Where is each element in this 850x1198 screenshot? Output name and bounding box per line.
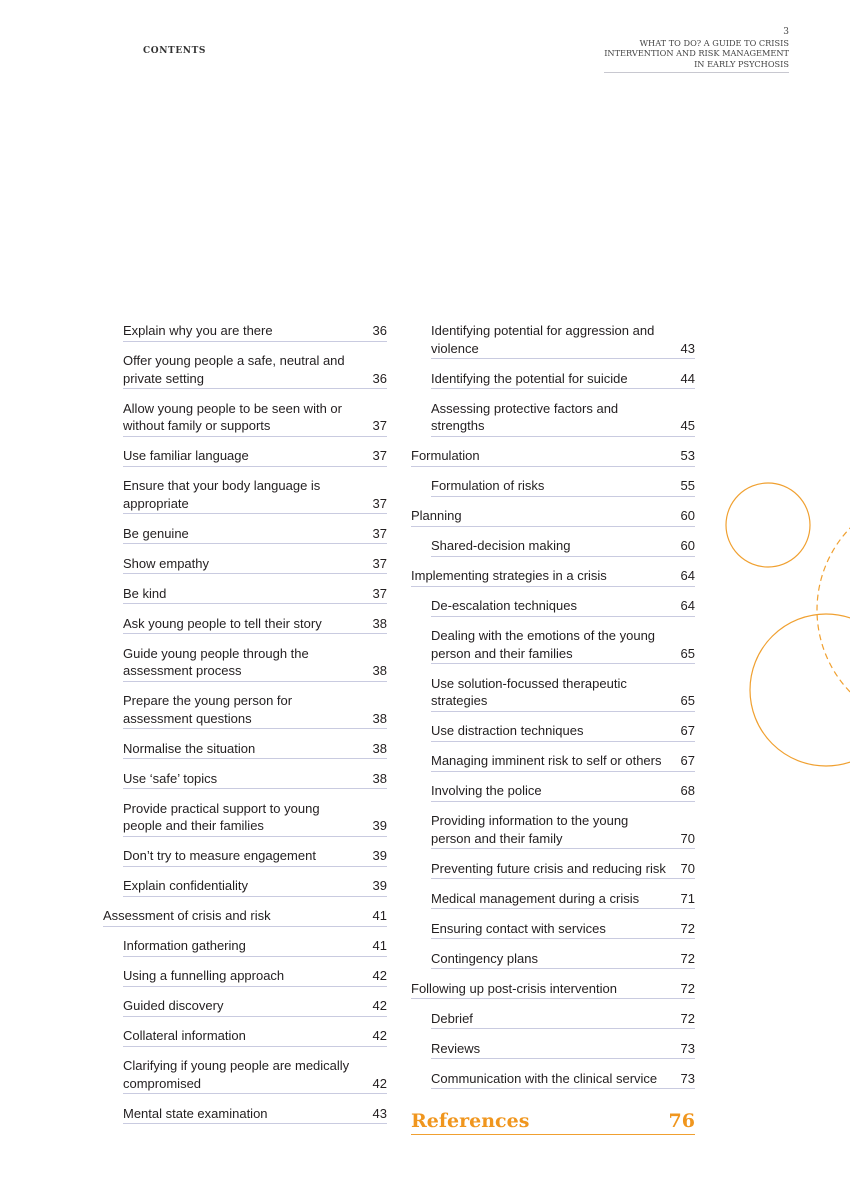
toc-entry[interactable] (431, 593, 695, 617)
toc-entry[interactable] (123, 766, 387, 790)
toc-entry-title: Shared-decision making (431, 538, 571, 553)
toc-entry-title: Formulation of risks (431, 478, 545, 493)
toc-entry-page: 45 (680, 418, 695, 433)
toc-entry-title: Formulation (411, 448, 480, 463)
toc-entry-page: 44 (680, 370, 695, 386)
toc-entry[interactable] (431, 473, 695, 497)
toc-entry[interactable] (123, 348, 387, 389)
toc-entry-title: Clarifying if young people are medically compromised (123, 1058, 350, 1091)
toc-entry-page: 37 (372, 555, 387, 571)
toc-entry-title: Use ‘safe’ topics (123, 770, 218, 786)
toc-entry-page: 55 (680, 478, 695, 493)
toc-entry-title: Debrief (431, 1010, 473, 1026)
toc-entry-page: 41 (372, 938, 387, 953)
toc-entry-title: Dealing with the emotions of the young person and their families (431, 628, 656, 661)
toc-entry-title: Medical management during a crisis (431, 890, 640, 906)
toc-entry-page: 38 (372, 710, 387, 726)
toc-entry[interactable] (123, 688, 387, 729)
toc-entry-title: Reviews (431, 1040, 481, 1056)
toc-entry-page: 60 (680, 508, 695, 523)
toc-entry-page: 64 (680, 568, 695, 583)
toc-entry-page: 72 (680, 1010, 695, 1026)
doc-title-line-2: INTERVENTION AND RISK MANAGEMENT (604, 48, 789, 58)
toc-entry[interactable] (123, 396, 387, 437)
toc-entry-page: 39 (372, 848, 387, 863)
toc-entry-page: 70 (680, 830, 695, 846)
toc-entry-title: Contingency plans (431, 950, 538, 966)
toc-entry-title: Providing information to the young person and their family (431, 813, 629, 846)
toc-entry-page: 72 (680, 950, 695, 966)
toc-entry-page: 60 (680, 538, 695, 553)
toc-entry-title: Use solution-focussed therapeutic strategies (431, 675, 627, 708)
toc-entry[interactable] (123, 551, 387, 575)
toc-entry[interactable] (431, 318, 695, 359)
page-number: 3 (783, 27, 789, 37)
toc-entry-title: Mental state examination (123, 1105, 268, 1121)
toc-entry[interactable] (123, 1101, 387, 1125)
toc-entry[interactable] (123, 963, 387, 987)
toc-entry-page: 43 (680, 340, 695, 356)
toc-entry-page: 36 (372, 323, 387, 338)
toc-entry-title: Ensuring contact with services (431, 920, 606, 936)
toc-entry[interactable] (431, 718, 695, 742)
deco-circle-large (750, 614, 850, 766)
toc-entry-page: 71 (680, 890, 695, 906)
toc-entry-title: Communication with the clinical service (431, 1070, 658, 1086)
toc-entry-title: Offer young people a safe, neutral and private setting (123, 353, 345, 386)
toc-entry[interactable] (123, 993, 387, 1017)
toc-entry-title: Following up post-crisis intervention (411, 980, 617, 996)
toc-entry[interactable] (123, 933, 387, 957)
toc-entry-page: 76 (668, 1110, 695, 1132)
toc-entry-title: Provide practical support to young people and their families (123, 800, 320, 833)
toc-entry-title: Assessing protective factors and strengths (431, 400, 619, 433)
toc-entry[interactable] (123, 521, 387, 545)
toc-entry-page: 65 (680, 645, 695, 661)
toc-entry[interactable] (123, 581, 387, 605)
toc-entry-page: 64 (680, 598, 695, 613)
toc-entry[interactable] (431, 808, 695, 849)
toc-entry-title: Be kind (123, 585, 167, 601)
toc-entry-page: 39 (372, 878, 387, 893)
toc-entry-page: 53 (680, 448, 695, 463)
toc-entry-page: 37 (372, 585, 387, 601)
toc-entry-page: 70 (680, 860, 695, 876)
toc-entry-title: Preventing future crisis and reducing risk (431, 860, 666, 876)
toc-entry-page: 72 (680, 980, 695, 996)
toc-entry-title: Planning (411, 508, 462, 523)
toc-entry[interactable] (123, 873, 387, 897)
toc-entry-title: References (411, 1110, 530, 1132)
running-header (604, 27, 789, 73)
toc-entry[interactable] (123, 736, 387, 760)
toc-entry[interactable] (123, 611, 387, 635)
toc-entry-page: 38 (372, 615, 387, 631)
toc-entry-page: 36 (372, 370, 387, 386)
toc-entry[interactable] (431, 946, 695, 970)
toc-right-column (411, 318, 695, 1142)
toc-section-entry[interactable] (411, 563, 695, 587)
toc-entry-title: Managing imminent risk to self or others (431, 753, 662, 768)
toc-entry-page: 67 (680, 723, 695, 738)
toc-entry[interactable] (431, 396, 695, 437)
toc-entry-title: Collateral information (123, 1028, 246, 1043)
toc-entry[interactable] (123, 473, 387, 514)
deco-circle-small (726, 483, 810, 567)
toc-section-entry[interactable] (411, 976, 695, 1000)
toc-entry-page: 41 (372, 908, 387, 923)
toc-entry-title: Information gathering (123, 938, 246, 953)
doc-title-line-3: IN EARLY PSYCHOSIS (694, 58, 789, 69)
toc-entry-page: 42 (372, 1028, 387, 1043)
toc-entry-page: 37 (372, 525, 387, 541)
toc-entry-title: Allow young people to be seen with or without family or supports (123, 400, 342, 433)
toc-entry-title: Use distraction techniques (431, 723, 584, 738)
toc-entry[interactable] (431, 1006, 695, 1030)
toc-entry[interactable] (431, 1066, 695, 1090)
toc-entry-page: 42 (372, 968, 387, 983)
toc-entry-title: Ensure that your body language is appropriate (123, 478, 321, 511)
toc-section-entry[interactable] (411, 443, 695, 467)
toc-entry-title: Be genuine (123, 525, 189, 541)
toc-entry[interactable] (123, 1053, 387, 1094)
toc-entry[interactable] (431, 778, 695, 802)
toc-entry-title: Explain confidentiality (123, 878, 249, 893)
toc-entry-title: Guide young people through the assessment process (123, 645, 309, 678)
toc-left-column (103, 318, 387, 1131)
toc-entry[interactable] (123, 843, 387, 867)
toc-entry[interactable] (431, 671, 695, 712)
toc-entry-page: 37 (372, 448, 387, 463)
toc-entry-page: 43 (372, 1105, 387, 1121)
toc-entry-page: 38 (372, 770, 387, 786)
toc-entry-title: Explain why you are there (123, 323, 273, 338)
toc-entry-page: 73 (680, 1070, 695, 1086)
toc-entry[interactable] (431, 533, 695, 557)
toc-entry-page: 37 (372, 418, 387, 433)
toc-entry-page: 72 (680, 920, 695, 936)
toc-entry-page: 73 (680, 1040, 695, 1056)
toc-entry[interactable] (123, 443, 387, 467)
toc-entry-title: Prepare the young person for assessment questions (123, 693, 293, 726)
toc-entry-title: Implementing strategies in a crisis (411, 568, 607, 583)
section-label: CONTENTS (143, 46, 207, 56)
toc-entry[interactable] (123, 1023, 387, 1047)
toc-entry-title: Using a funnelling approach (123, 968, 285, 983)
toc-entry-page: 67 (680, 753, 695, 768)
doc-title-line-1: WHAT TO DO? A GUIDE TO CRISIS (639, 37, 789, 48)
toc-entry[interactable] (431, 748, 695, 772)
toc-entry-page: 37 (372, 495, 387, 511)
toc-entry-references[interactable] (411, 1105, 695, 1135)
toc-entry[interactable] (123, 318, 387, 342)
toc-entry-title: Normalise the situation (123, 740, 256, 756)
toc-entry-title: Involving the police (431, 783, 542, 798)
toc-entry-page: 65 (680, 693, 695, 708)
toc-entry-title: Assessment of crisis and risk (103, 908, 271, 923)
toc-section-entry[interactable] (411, 503, 695, 527)
toc-entry-page: 38 (372, 663, 387, 678)
toc-entry[interactable] (431, 623, 695, 664)
toc-entry-page: 42 (372, 1075, 387, 1091)
toc-entry-page: 38 (372, 740, 387, 756)
toc-entry[interactable] (123, 796, 387, 837)
toc-entry-page: 68 (680, 783, 695, 798)
toc-entry-title: Identifying potential for aggression and violence (431, 323, 655, 356)
deco-circle-dashed (817, 492, 850, 728)
toc-entry-page: 39 (372, 818, 387, 833)
toc-entry-title: Guided discovery (123, 998, 224, 1013)
toc-entry[interactable] (431, 366, 695, 390)
toc-entry-title: Identifying the potential for suicide (431, 370, 628, 386)
toc-entry[interactable] (431, 916, 695, 940)
toc-entry[interactable] (431, 1036, 695, 1060)
toc-entry[interactable] (431, 856, 695, 880)
toc-entry[interactable] (431, 886, 695, 910)
toc-entry-title: Show empathy (123, 555, 209, 571)
toc-entry-title: Use familiar language (123, 448, 249, 463)
toc-entry-title: Don’t try to measure engagement (123, 848, 316, 863)
toc-entry-title: Ask young people to tell their story (123, 615, 322, 631)
toc-section-entry[interactable] (103, 903, 387, 927)
toc-entry-page: 42 (372, 998, 387, 1013)
toc-entry[interactable] (123, 641, 387, 682)
toc-entry-title: De-escalation techniques (431, 598, 577, 613)
